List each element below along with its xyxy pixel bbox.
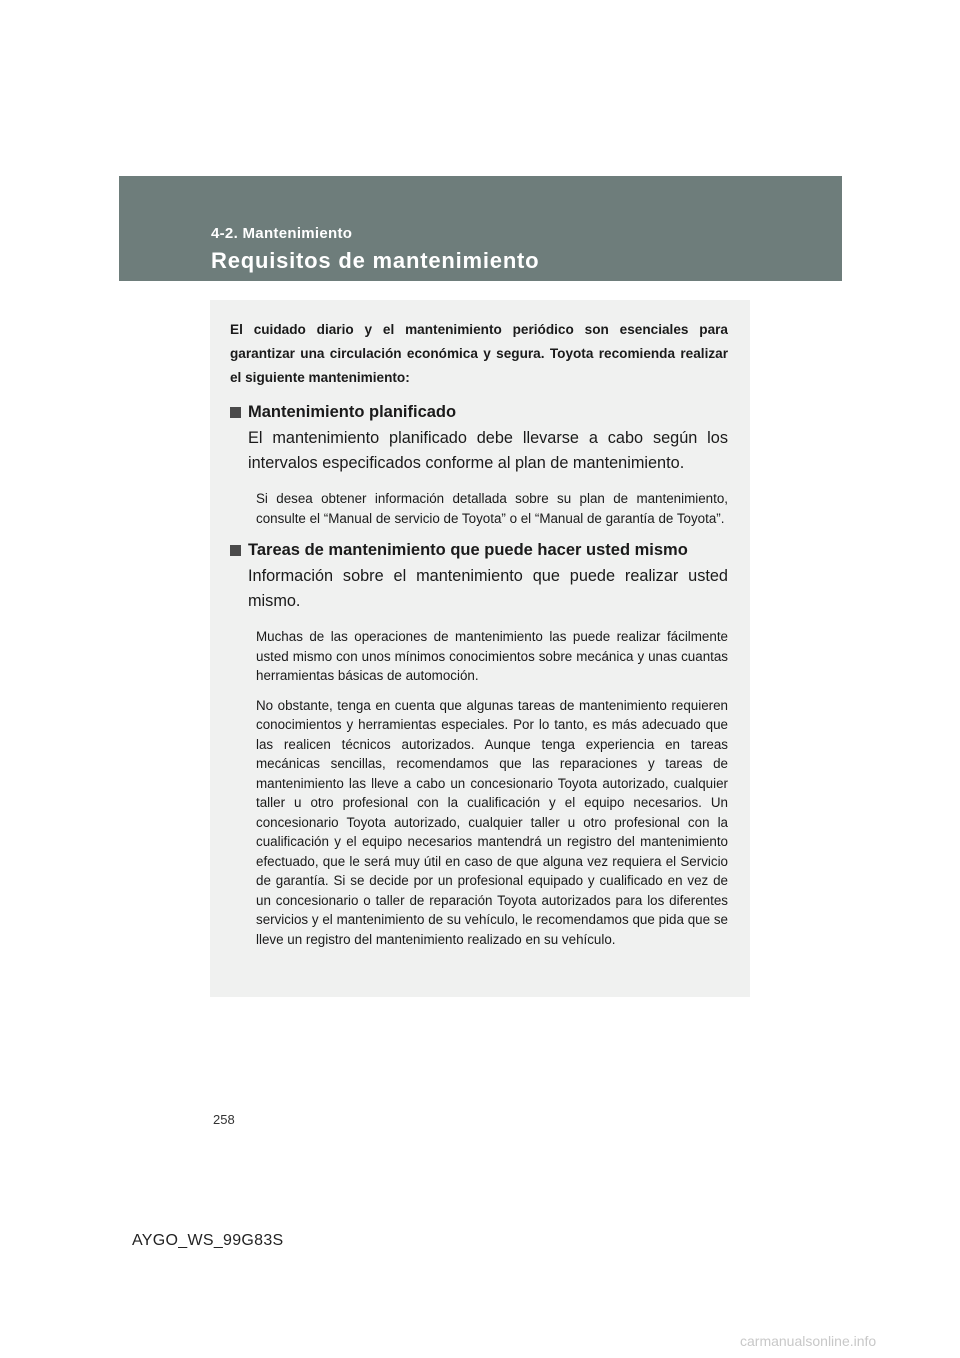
section-heading [230, 538, 728, 562]
section-diy-maintenance [230, 538, 728, 949]
page-number: 258 [213, 1112, 235, 1127]
document-code: AYGO_WS_99G83S [132, 1232, 284, 1249]
page-title: Requisitos de mantenimiento [211, 248, 540, 273]
section-heading-text: Mantenimiento planificado [248, 403, 457, 421]
content-box [210, 300, 750, 997]
section-lead: Información sobre el mantenimiento que puede realizar usted mismo. [248, 567, 728, 610]
section-note: Muchas de las operaciones de mantenimiento las puede realizar fácilmente usted mismo con unos mínimos conocimientos sobre mecánica y unas cuantas herramientas básicas de automoción. [256, 629, 728, 683]
section-scheduled-maintenance [230, 400, 728, 528]
section-note: Si desea obtener información detallada sobre su plan de mantenimiento, consulte el “Manual de servicio de Toyota” o el “Manual de garantía de Toyota”. [256, 491, 728, 526]
section-heading-text: Tareas de mantenimiento que puede hacer usted mismo [248, 541, 688, 559]
square-bullet-icon [230, 407, 241, 418]
section-note: No obstante, tenga en cuenta que algunas tareas de mantenimiento requieren conocimientos y herramientas especiales. Por lo tanto, es más adecuado que las realicen técnicos autorizados. Aunque tenga experiencia en tareas mecánicas sencillas, recomendamos que las reparaciones y tareas de mantenimiento las lleve a cabo un concesionario Toyota autorizado, cualquier taller u otro profesional con la cualificación y el equipo necesarios. Un concesionario Toyota autorizado, cualquier taller u otro profesional con la cualificación y el equipo necesarios mantendrá un registro del mantenimiento efectuado, que le será muy útil en caso de que alguna vez requiera el Servicio de garantía. Si se decide por un profesional equipado y cualificado en vez de un concesionario o taller de reparación Toyota autorizados para los diferentes servicios y el mantenimiento de su vehículo, le recomendamos que pida que se lleve un registro del mantenimiento realizado en su vehículo. [256, 697, 728, 947]
section-label: 4-2. Mantenimiento [211, 225, 353, 242]
square-bullet-icon [230, 545, 241, 556]
chapter-header-band [119, 176, 842, 281]
watermark: carmanualsonline.info [740, 1333, 877, 1349]
intro-paragraph: El cuidado diario y el mantenimiento periódico son esenciales para garantizar una circulación económica y segura. Toyota recomienda realizar el siguiente mantenimiento: [230, 322, 728, 385]
section-lead: El mantenimiento planificado debe llevarse a cabo según los intervalos especificados conforme al plan de mantenimiento. [248, 429, 728, 472]
section-heading [230, 400, 728, 424]
